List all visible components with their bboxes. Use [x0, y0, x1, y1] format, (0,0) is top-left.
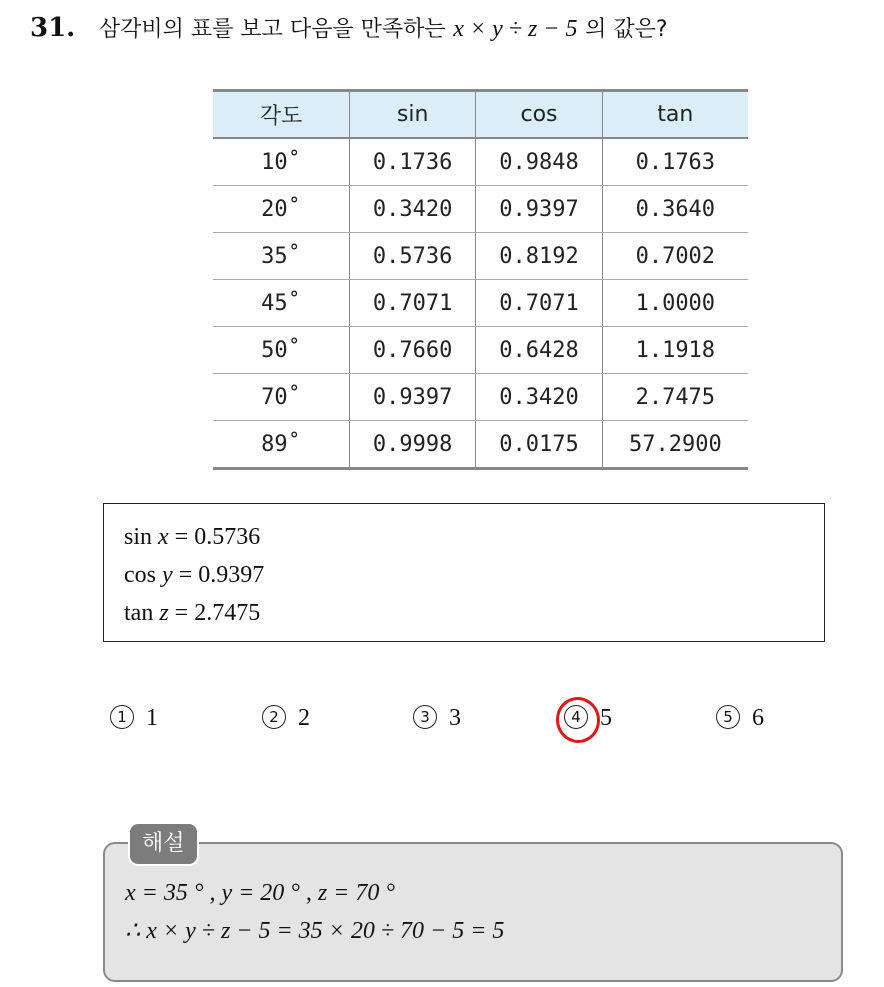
question [30, 12, 870, 46]
cell-angle: 70˚ [213, 374, 350, 421]
cell-angle: 45˚ [213, 280, 350, 327]
cell-sin: 0.7071 [350, 280, 476, 327]
question-text: 삼각비의 표를 보고 다음을 만족하는 [98, 17, 446, 42]
solution-label: 해설 [128, 822, 199, 866]
choice-value: 1 [146, 705, 158, 731]
choice-value: 3 [449, 705, 461, 731]
choice-number-5: 5 [716, 705, 740, 729]
given-conditions-box [103, 503, 825, 642]
solution-box [103, 842, 843, 982]
given-line-cos: cos y = 0.9397 [124, 562, 265, 588]
header-tan: tan [602, 91, 748, 139]
cell-tan: 0.3640 [602, 186, 748, 233]
table-row [213, 280, 748, 327]
cell-cos: 0.0175 [476, 421, 602, 469]
table-row [213, 374, 748, 421]
cell-cos: 0.7071 [476, 280, 602, 327]
cell-sin: 0.1736 [350, 138, 476, 186]
cell-cos: 0.6428 [476, 327, 602, 374]
table-row [213, 327, 748, 374]
cell-tan: 1.1918 [602, 327, 748, 374]
cell-cos: 0.8192 [476, 233, 602, 280]
cell-tan: 57.2900 [602, 421, 748, 469]
choice-2[interactable] [262, 705, 310, 732]
cell-cos: 0.9848 [476, 138, 602, 186]
cell-tan: 2.7475 [602, 374, 748, 421]
cell-angle: 35˚ [213, 233, 350, 280]
choice-value: 5 [600, 705, 612, 731]
table-row [213, 233, 748, 280]
question-suffix: 의 값은? [585, 17, 668, 42]
header-cos: cos [476, 91, 602, 139]
table-row [213, 186, 748, 233]
table-row [213, 421, 748, 469]
solution-line-1: x = 35 ° , y = 20 ° , z = 70 ° [125, 880, 396, 906]
choice-value: 2 [298, 705, 310, 731]
cell-sin: 0.3420 [350, 186, 476, 233]
choice-1[interactable] [110, 705, 158, 732]
question-expression: x × y ÷ z − 5 [453, 16, 578, 42]
header-angle: 각도 [213, 91, 350, 139]
cell-sin: 0.5736 [350, 233, 476, 280]
choice-5[interactable] [716, 705, 764, 732]
choice-number-2: 2 [262, 705, 286, 729]
header-sin: sin [350, 91, 476, 139]
cell-angle: 50˚ [213, 327, 350, 374]
cell-sin: 0.9397 [350, 374, 476, 421]
cell-angle: 20˚ [213, 186, 350, 233]
table-header-row [213, 91, 748, 139]
choice-number-4: 4 [564, 705, 588, 729]
solution-line-2: ∴ x × y ÷ z − 5 = 35 × 20 ÷ 70 − 5 = 5 [125, 918, 505, 944]
cell-tan: 0.1763 [602, 138, 748, 186]
table-row [213, 138, 748, 186]
cell-tan: 1.0000 [602, 280, 748, 327]
trig-table [213, 89, 748, 470]
choice-value: 6 [752, 705, 764, 731]
cell-cos: 0.3420 [476, 374, 602, 421]
question-number: 31. [30, 13, 76, 43]
given-line-sin: sin x = 0.5736 [124, 524, 261, 550]
choice-number-1: 1 [110, 705, 134, 729]
given-line-tan: tan z = 2.7475 [124, 600, 261, 626]
choice-number-3: 3 [413, 705, 437, 729]
cell-tan: 0.7002 [602, 233, 748, 280]
cell-sin: 0.9998 [350, 421, 476, 469]
cell-sin: 0.7660 [350, 327, 476, 374]
cell-angle: 89˚ [213, 421, 350, 469]
cell-cos: 0.9397 [476, 186, 602, 233]
answer-choices [0, 705, 884, 745]
cell-angle: 10˚ [213, 138, 350, 186]
choice-3[interactable] [413, 705, 461, 732]
